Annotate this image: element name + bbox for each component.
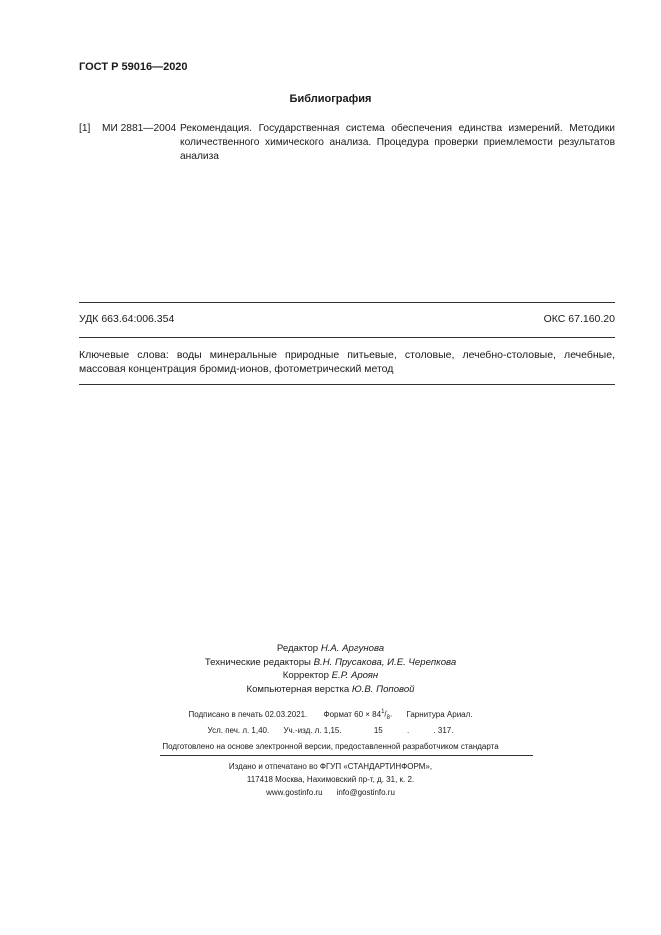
credit-corrector: Корректор Е.Р. Ароян xyxy=(282,670,379,681)
publisher-info xyxy=(0,760,661,799)
copies: 15 xyxy=(373,726,383,735)
divider xyxy=(79,384,615,385)
divider xyxy=(79,337,615,338)
publisher-name: Издано и отпечатано во ФГУП «СТАНДАРТИНФОРМ», xyxy=(228,762,433,771)
credit-tech-editors: Технические редакторы В.Н. Прусакова, И.Е. Черепкова xyxy=(204,656,457,668)
bibliography-item-code: МИ 2881—2004 xyxy=(102,123,177,134)
oks-code: ОКС 67.160.20 xyxy=(543,313,615,325)
section-title: Библиография xyxy=(289,93,372,105)
divider xyxy=(160,755,533,756)
prepared-note: Подготовлено на основе электронной версии, предоставленной разработчиком стандарта xyxy=(162,742,499,751)
order-number: . 317. xyxy=(433,726,454,735)
credit-layout: Компьютерная верстка Ю.В. Поповой xyxy=(246,683,415,695)
signed-date: Подписано в печать 02.03.2021. xyxy=(188,709,308,719)
print-details-line-1 xyxy=(0,709,661,721)
conventional-sheets: Усл. печ. л. 1,40. xyxy=(207,726,270,735)
bibliography-item-text: Рекомендация. Государственная система обеспечения единства измерений. Методики количественного химического анализа. Процедура проверки приемлемости результатов анализа xyxy=(180,123,615,162)
bibliography-item-number: [1] xyxy=(79,123,91,134)
publisher-address: 117418 Москва, Нахимовский пр-т, д. 31, к. 2. xyxy=(246,775,415,784)
udk-code: УДК 663.64:006.354 xyxy=(79,313,175,325)
document-code: ГОСТ Р 59016—2020 xyxy=(79,61,188,73)
typeface: Гарнитура Ариал. xyxy=(406,709,473,719)
divider xyxy=(79,302,615,303)
publisher-email: info@gostinfo.ru xyxy=(336,788,395,797)
credits xyxy=(0,642,661,696)
credit-editor: Редактор Н.А. Аргунова xyxy=(276,643,385,654)
paper-format: Формат 60 × 841/8. xyxy=(323,709,393,722)
keywords: Ключевые слова: воды минеральные природные питьевые, столовые, лечебно-столовые, лечебные, массовая концентрация бромид-ионов, фотометрический метод xyxy=(79,349,615,375)
publisher-contacts xyxy=(0,786,661,799)
print-details-line-2 xyxy=(0,726,661,735)
publisher-sheets: Уч.-изд. л. 1,15. xyxy=(283,726,342,735)
publisher-website: www.gostinfo.ru xyxy=(266,788,323,797)
separator-dot: . xyxy=(406,726,410,735)
